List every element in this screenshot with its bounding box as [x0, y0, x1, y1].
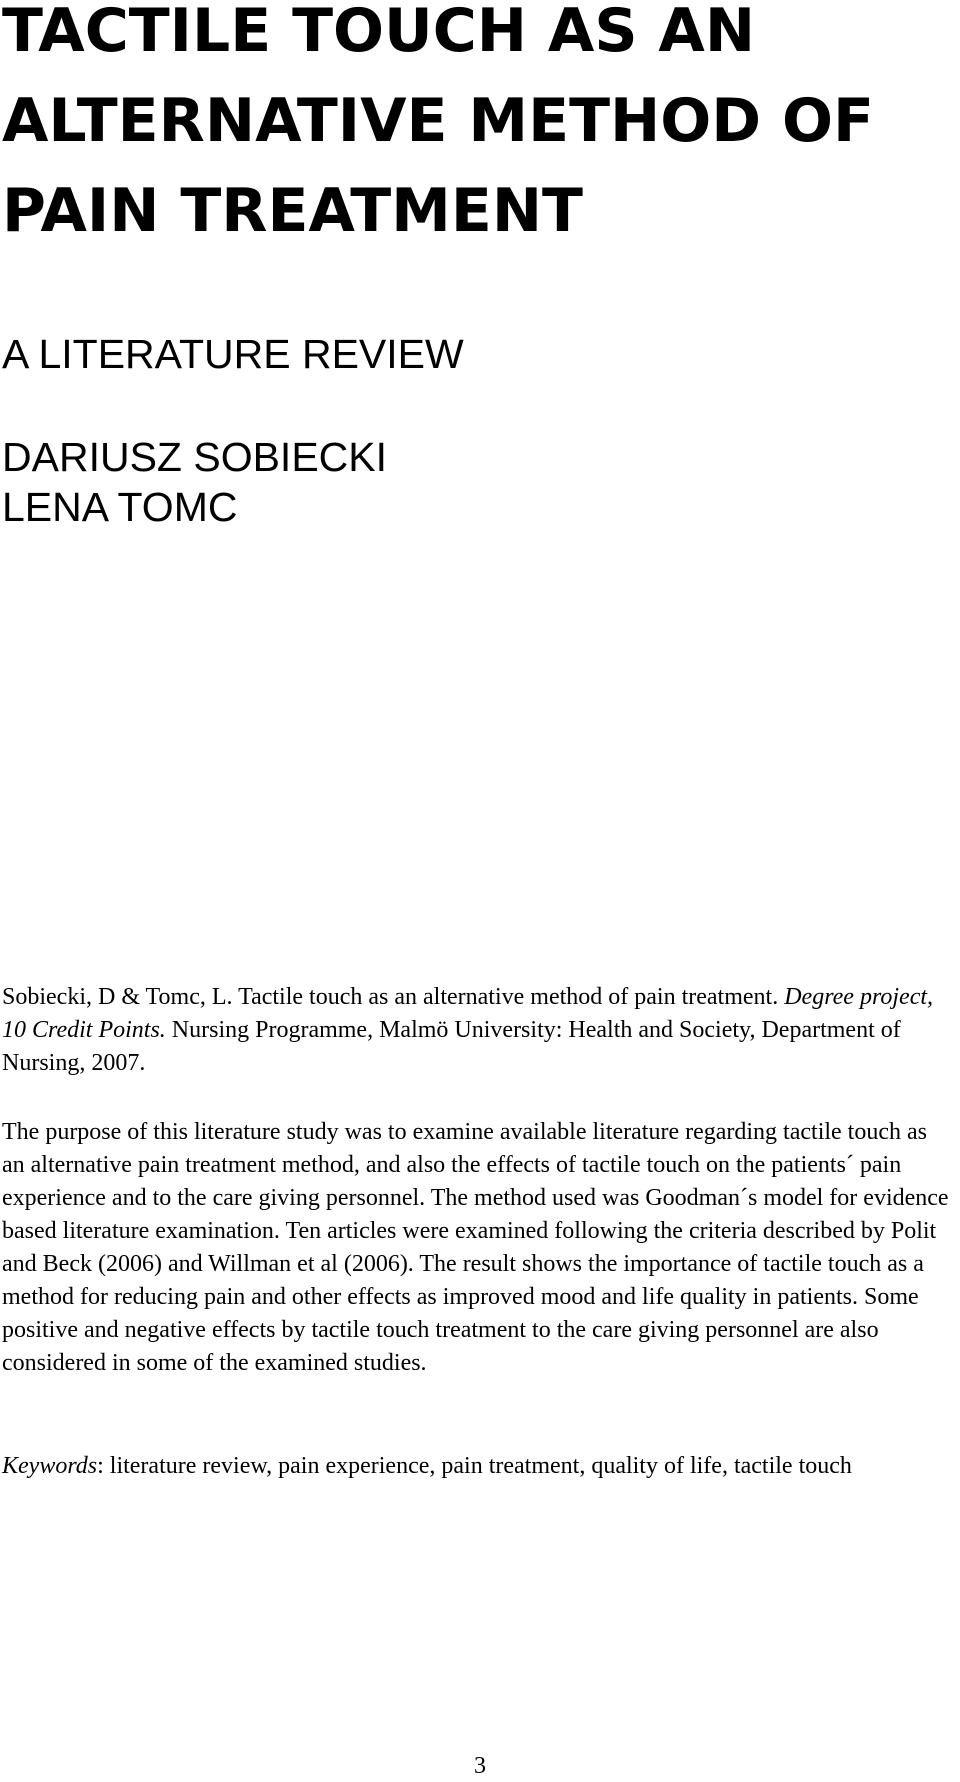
- keywords-text: : literature review, pain experience, pain treatment, quality of life, tactile touch: [97, 1453, 852, 1479]
- keywords-label: Keywords: [2, 1453, 98, 1479]
- title-line-1: TACTILE TOUCH AS AN: [2, 0, 756, 66]
- title-line-3: PAIN TREATMENT: [2, 176, 583, 246]
- citation-paragraph: [2, 981, 942, 1080]
- author-name: DARIUSZ SOBIECKI: [2, 434, 388, 480]
- document-title: [2, 0, 874, 256]
- document-subtitle: A LITERATURE REVIEW: [2, 331, 464, 377]
- author-list: [2, 432, 387, 532]
- citation-text: Nursing Programme, Malmö University: Health and Society, Department of Nursing, 2007.: [2, 1017, 901, 1076]
- author-name: LENA TOMC: [2, 484, 238, 530]
- citation-text: Sobiecki, D & Tomc, L. Tactile touch as an alternative method of pain treatment.: [2, 984, 785, 1010]
- citation-degree-project: Degree project, 10 Credit Points.: [2, 984, 934, 1043]
- keywords-paragraph: [2, 1450, 947, 1483]
- page-number: 3: [474, 1753, 486, 1779]
- abstract-paragraph: The purpose of this literature study was to examine available literature regarding tactile touch as an alternative pain treatment method, and also the effects of tactile touch on the patients´ pain experience and to the care giving personnel. The method used was Goodman´s model for evidence based literature examination. Ten articles were examined following the criteria described by Polit and Beck (2006) and Willman et al (2006). The result shows the importance of tactile touch as a method for reducing pain and other effects as improved mood and life quality in patients. Some positive and negative effects by tactile touch treatment to the care giving personnel are also considered in some of the examined studies.: [2, 1119, 949, 1376]
- title-line-2: ALTERNATIVE METHOD OF: [2, 86, 874, 156]
